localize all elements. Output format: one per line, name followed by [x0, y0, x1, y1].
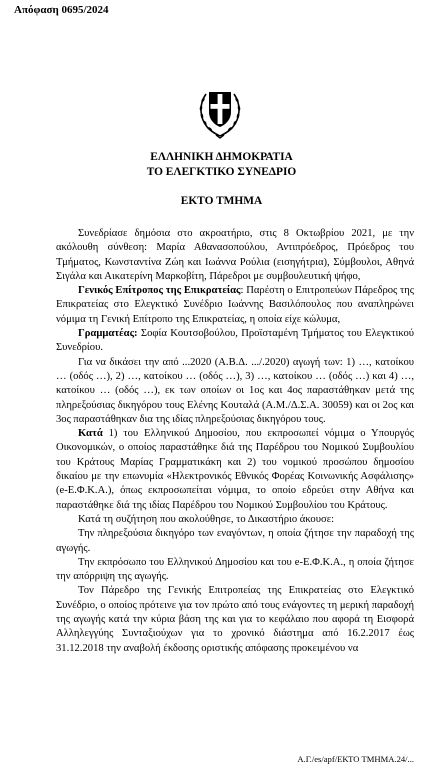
- against-text: 1) του Ελληνικού Δημοσίου, που εκπροσωπεί νόμιμα ο Υπουργός Οικονομικών, ο οποίος παραστάθηκε διά της Παρέδρου του Νομικού Συμβουλίου του Κράτους Μαρίας Γραμματικάκη και 2) του νομικού προσώπου δημοσίου δικαίου με την επωνυμία «Ηλεκτρονικός Εθνικός Φορέας Κοινωνικής Ασφάλισης» (e-Ε.Φ.Κ.Α.), όπως εκπροσωπείται νόμιμα, το οποίο εδρεύει στην Αθήνα και παραστάθηκε διά της ιδίας Παρέδρου του Νομικού Συμβουλίου του Κράτους.: [56, 428, 414, 511]
- commissioner-text: : Παρέστη ο Επιτροπεύων Πάρεδρος της Επικρατείας στο Ελεγκτικό Συνέδριο Ιωάννης Βασιλόπουλος που αναπληρώνει νόμιμα τη Γενική Επίτροπο της Επικρατείας, η οποία είχε κώλυμα,: [56, 285, 414, 325]
- secretary-text: Σοφία Κουτσοβούλου, Προϊσταμένη Τμήματος του Ελεγκτικού Συνεδρίου.: [56, 328, 414, 354]
- paragraph-plaintiffs-lawyer: Την πληρεξούσια δικηγόρο των εναγόντων, η οποία ζήτησε την παραδοχή της αγωγής.: [56, 528, 414, 554]
- commissioner-label: Γενικός Επίτροπος της Επικρατείας: [78, 285, 241, 297]
- paragraph-hearing: Κατά τη συζήτηση που ακολούθησε, το Δικαστήριο άκουσε:: [78, 513, 335, 525]
- secretary-label: Γραμματέας:: [78, 328, 138, 340]
- title-line-2: ΤΟ ΕΛΕΓΚΤΙΚΟ ΣΥΝΕΔΡΙΟ: [146, 166, 297, 178]
- footer-reference: Α.Γ./es/apf/ΕΚΤΟ ΤΜΗΜΑ.24/...: [297, 754, 414, 764]
- paragraph-composition: Συνεδρίασε δημόσια στο ακροατήριο, στις 8 Οκτωβρίου 2021, με την ακόλουθη σύνθεση: Μαρία Αθανασοπούλου, Αντιπρόεδρος, Πρόεδρος του Τμήματος, Κωνσταντίνα Ζώη και Ιωάννα Ρούλια (εισηγήτρια), Σύμβουλοι, Αθηνά Σιγάλα και Αικατερίνη Μαρκοβίτη, Πάρεδροι με συμβουλευτική ψήφο,: [56, 228, 414, 282]
- paragraph-against: [56, 427, 414, 513]
- section-title: ΕΚΤΟ ΤΜΗΜΑ: [180, 195, 263, 207]
- paragraph-secretary: [56, 327, 414, 356]
- greek-coat-of-arms-icon: [196, 80, 244, 140]
- against-label: Κατά: [78, 428, 103, 440]
- paragraph-state-representative: Την εκπρόσωπο του Ελληνικού Δημοσίου και του e-Ε.Φ.Κ.Α., η οποία ζήτησε την απόρριψη της αγωγής.: [56, 556, 414, 583]
- decision-body: [56, 227, 414, 656]
- decision-number: Απόφαση 0695/2024: [14, 4, 109, 16]
- title-line-1: ΕΛΛΗΝΙΚΗ ΔΗΜΟΚΡΑΤΙΑ: [150, 151, 293, 163]
- paragraph-commissioner: [56, 284, 414, 327]
- paragraph-commissioner-proposal: Τον Πάρεδρο της Γενικής Επιτροπείας της Επικρατείας στο Ελεγκτικό Συνέδριο, ο οποίος πρότεινε για τον πρώτο από τους ενάγοντες τη μερική παραδοχή της αγωγής κατά την κύρια βάση της και για το κεφάλαιο που αφορά τη Εισφορά Αλληλεγγύης Συνταξιούχων για το χρονικό διάστημα από 16.2.2017 έως 31.12.2018 την αναβολή έκδοσης οριστικής απόφασης προκειμένου να: [56, 585, 414, 654]
- paragraph-lawsuit: Για να δικάσει την από ...2020 (Α.Β.Δ. .../.2020) αγωγή των: 1) …, κατοίκου … (οδός …), 2) …, κατοίκου … (οδός …), 3) …, κατοίκου … (οδός …) και 4) …, κατοίκου … (οδός …), εκ των οποίων οι 1ος και 4ος παραστάθηκαν μετά της πληρεξούσιας δικηγόρου τους Ελένης Κουταλά (Α.Μ./Δ.Σ.Α. 30059) και οι 2ος και 3ος παραστάθηκαν δια της ιδίας πληρεξούσιας δικηγόρου τους.: [56, 356, 414, 425]
